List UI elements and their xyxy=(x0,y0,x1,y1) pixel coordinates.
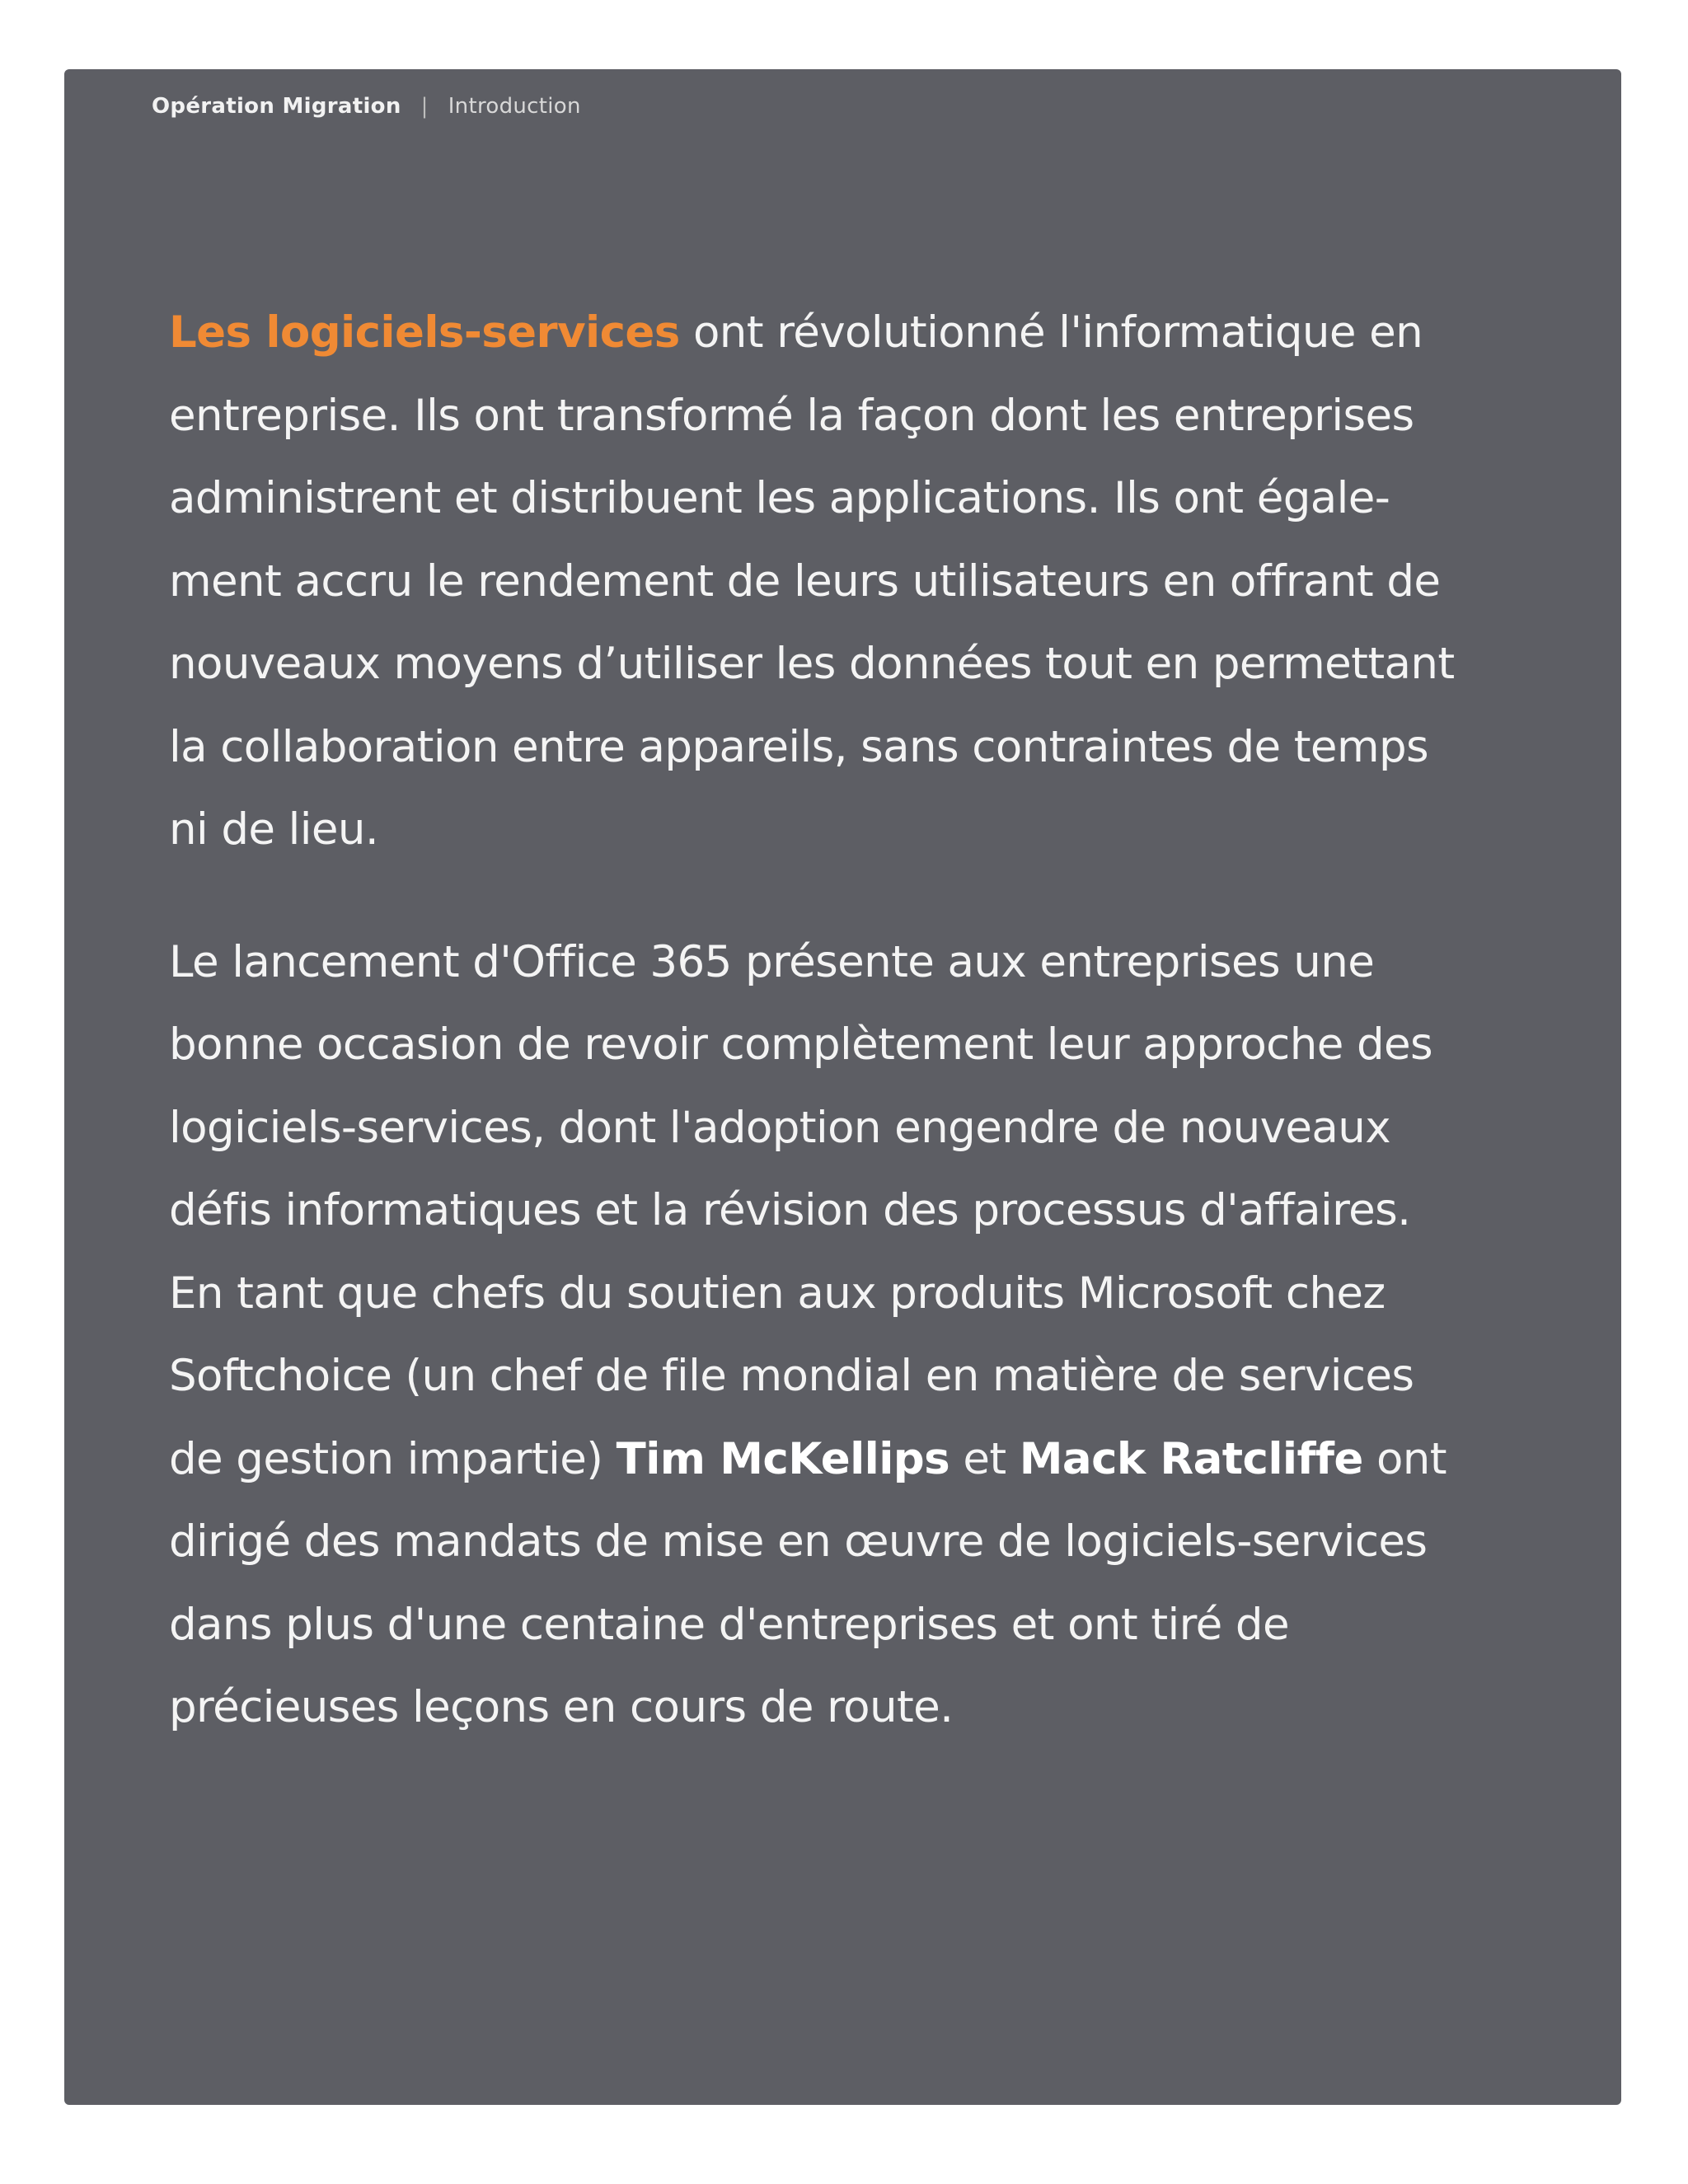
p2-line-9: dans plus d'une centaine d'entreprises et ont tiré de xyxy=(169,1599,1289,1650)
p1-line-7: ni de lieu. xyxy=(169,804,379,855)
section-name: Introduction xyxy=(448,94,581,119)
lead-phrase: Les logiciels-services xyxy=(169,307,680,358)
p2-line-5: En tant que chefs du soutien aux produits Microsoft chez xyxy=(169,1268,1386,1319)
content-panel xyxy=(64,69,1621,2105)
p2-line-10: précieuses leçons en cours de route. xyxy=(169,1682,954,1732)
p2-line-1: Le lancement d'Office 365 présente aux entreprises une xyxy=(169,936,1375,987)
document-title: Opération Migration xyxy=(152,94,401,119)
p2-line-4: défis informatiques et la révision des processus d'affaires. xyxy=(169,1185,1411,1235)
p1-line-5: nouveaux moyens d’utiliser les données tout en permettant xyxy=(169,639,1455,689)
author-name-2: Mack Ratcliffe xyxy=(1019,1433,1363,1484)
body-text xyxy=(169,292,1537,1750)
p2-line-2: bonne occasion de revoir complètement leur approche des xyxy=(169,1019,1433,1070)
author-name-1: Tim McKellips xyxy=(616,1433,950,1484)
paragraph-2 xyxy=(169,921,1537,1750)
p2-line-3: logiciels-services, dont l'adoption engendre de nouveaux xyxy=(169,1102,1391,1153)
p1-line-2: entreprise. Ils ont transformé la façon dont les entreprises xyxy=(169,390,1414,441)
header-separator: | xyxy=(420,94,429,119)
conjunction: et xyxy=(950,1433,1020,1484)
paragraph-1 xyxy=(169,292,1537,872)
p1-line-4: ment accru le rendement de leurs utilisateurs en offrant de xyxy=(169,555,1441,607)
p2-line-8: dirigé des mandats de mise en œuvre de logiciels-services xyxy=(169,1516,1428,1567)
p1-line-1: ont révolutionné l'informatique en xyxy=(679,307,1423,358)
p1-line-6: la collaboration entre appareils, sans contraintes de temps xyxy=(169,721,1429,772)
p2-line-7: de gestion impartie) xyxy=(169,1433,617,1484)
p2-line-6: Softchoice (un chef de file mondial en matière de services xyxy=(169,1351,1414,1401)
p2-line-7-end: ont xyxy=(1362,1433,1447,1484)
running-header xyxy=(152,94,581,119)
p1-line-3: administrent et distribuent les applications. Ils ont égale- xyxy=(169,473,1390,523)
